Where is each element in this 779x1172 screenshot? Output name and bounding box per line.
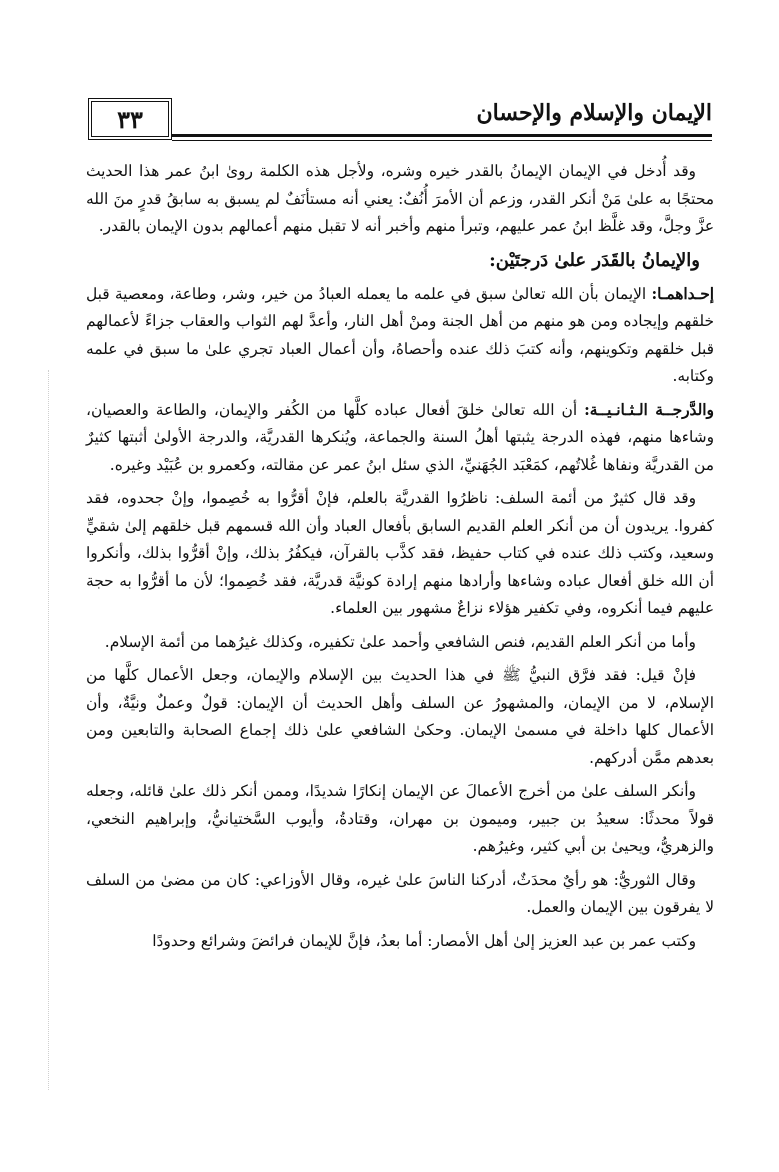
paragraph-8: وقال الثوريُّ: هو رأيٌ محدَثٌ، أدركنا الناسَ علىٰ غيره، وقال الأوزاعي: كان من مضىٰ من السلف لا يفرقون بين الإيمان والعمل. xyxy=(86,870,714,916)
page-edge-shadow xyxy=(48,370,51,1090)
paragraph-4: وقد قال كثيرٌ من أئمة السلف: ناظرُوا القدريَّة بالعلم، فإنْ أقرُّوا به خُصِموا، وإنْ جحدوه، فقد كفروا. يريدون أن من أنكر العلم القديم السابق بأفعال العباد وأن الله قسمهم قبل خلقهم إلىٰ شقيٍّ وسعيد، وكتب ذلك عنده في كتاب حفيظ، فقد كذَّب بالقرآن، فيكفُرُ بذلك، وإنْ أقرُّوا بذلك، وأنكروا أن الله خلق أفعال عباده وشاءها وأرادها منهم إرادة كونيَّة قدريَّة، فقد خُصِموا؛ لأن ما أقرُّوا به حجة عليهم فيما أنكروه، وفي تكفير هؤلاء نزاعٌ مشهور بين العلماء. xyxy=(86,489,714,617)
section-subheading: والإيمانُ بالقَدَر علىٰ دَرجتَيْن: xyxy=(489,249,700,271)
paragraph-3-lead: والدَّرجــة الـثـانـيــة: xyxy=(584,400,714,419)
paragraph-6: فإنْ قيل: فقد فرَّق النبيُّ ﷺ في هذا الحديث بين الإسلام والإيمان، وجعل الأعمال كلَّها من الإسلام، لا من الإيمان، والمشهورُ عن السلف وأهل الحديث أن الإيمان: قولٌ وعملٌ ونيَّةٌ، وأن الأعمال كلها داخلة في مسمىٰ الإيمان. وحكىٰ الشافعي علىٰ ذلك إجماع الصحابة والتابعين ومن بعدهم ممَّن أدركهم. xyxy=(86,666,714,767)
page-number-box xyxy=(88,98,172,140)
paragraph-5: وأما من أنكر العلم القديم، فنص الشافعي وأحمد علىٰ تكفيره، وكذلك غيرُهما من أئمة الإسلام. xyxy=(104,632,696,651)
paragraph-2-text: الإيمان بأن الله تعالىٰ سبق في علمه ما يعمله العبادُ من خير، وشر، وطاعة، ومعصية قبل خلقهم وإيجاده ومن هو منهم من أهل الجنة ومنْ أهل النار، وأعدَّ لهم الثواب والعقاب جزاءً لأعمالهم قبل خلقهم وتكوينهم، وأنه كتبَ ذلك عنده وأحصاهُ، وأن أعمال العباد تجري علىٰ ما سبق في علمه وكتابه. xyxy=(86,284,714,385)
running-title: الإيمان والإسلام والإحسان xyxy=(476,100,712,126)
paragraph-9: وكتب عمر بن عبد العزيز إلىٰ أهل الأمصار: أما بعدُ، فإنَّ للإيمان فرائضَ وشرائع وحدودًا xyxy=(152,931,696,950)
paragraph-1: وقد أُدخل في الإيمان الإيمانُ بالقدر خيره وشره، ولأجل هذه الكلمة روىٰ ابنُ عمر هذا الحديث محتجًا به علىٰ مَنْ أنكر القدر، وزعم أن الأمرَ أُنُفٌ: يعني أنه مستأنَفٌ لم يسبق به سابقُ قدرٍ منَ الله عزَّ وجلَّ، وقد غلَّظ ابنُ عمر عليهم، وتبرأ منهم وأخبر أنه لا تقبل منهم أعمالهم بدون الإيمان بالقدر. xyxy=(86,162,714,235)
paragraph-2-lead: إحـداهمـا: xyxy=(651,284,714,303)
paragraph-2 xyxy=(86,281,714,391)
header-rule-thin xyxy=(172,140,712,141)
paragraph-7: وأنكر السلف علىٰ من أخرج الأعمالَ عن الإيمان إنكارًا شديدًا، وممن أنكر ذلك علىٰ قائله، وجعله قولاً محدثًا: سعيدُ بن جبير، وميمون بن مهران، وقتادةُ، وأيوب السَّختيانيُّ، وإبراهيم النخعي، والزهريُّ، ويحيىٰ بن أبي كثير، وغيرُهم. xyxy=(86,782,714,855)
paragraph-3-text: أن الله تعالىٰ خلقَ أفعال عباده كلَّها من الكُفر والإيمان، والطاعة والعصيان، وشاءها منهم، فهذه الدرجة يثبتها أهلُ السنة والجماعة، ويُنكرها القدريَّة، والدرجة الأولىٰ أثبتها كثيرٌ من القدريَّة ونفاها غُلاتُهم، كمَعْبَد الجُهَنيِّ، الذي سئل ابنُ عمر عن مقالته، وكعمرو بن عُبَيْد وغيره. xyxy=(86,400,714,474)
paragraph-3 xyxy=(86,397,714,480)
page-body xyxy=(86,158,714,961)
page-number: ٣٣ xyxy=(117,104,143,134)
page-header xyxy=(88,98,712,148)
header-rule-thick xyxy=(172,134,712,137)
